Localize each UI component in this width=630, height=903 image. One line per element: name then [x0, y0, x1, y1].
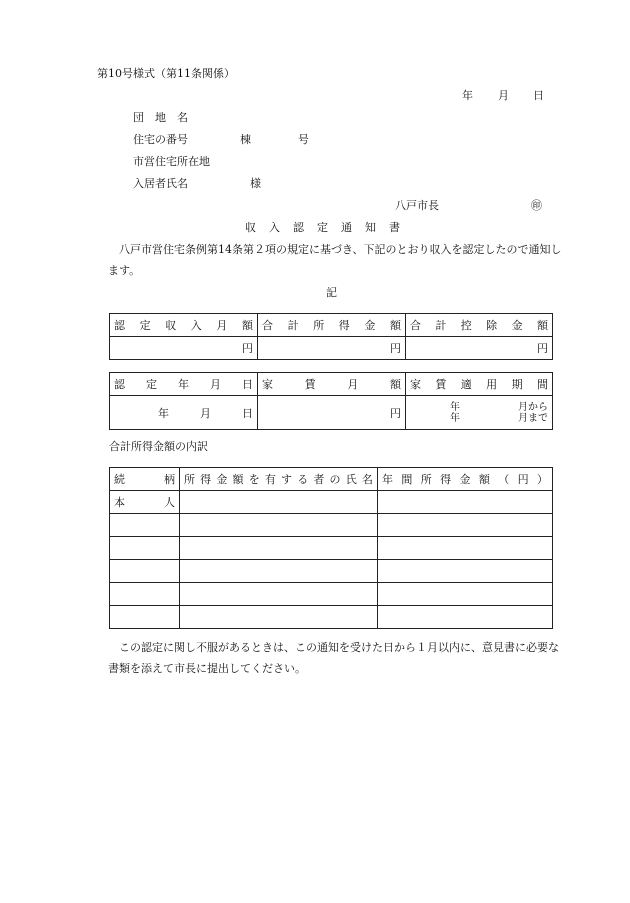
header-char: 額	[389, 319, 401, 332]
header-char: 年	[178, 378, 189, 391]
header-char: 所	[313, 319, 325, 332]
ki-label: 記	[326, 286, 337, 299]
header-char: 計	[287, 319, 299, 332]
header-char: 間	[401, 473, 413, 486]
form-id: 第10号様式（第11条関係）	[97, 67, 235, 80]
header-char: 本	[114, 496, 125, 509]
recognized-income-cell: 円	[110, 337, 258, 360]
header-cell	[110, 373, 258, 396]
rent-table	[109, 372, 553, 430]
header-char: 家	[262, 378, 273, 391]
total-income-cell: 円	[258, 337, 406, 360]
header-char: 金	[459, 473, 471, 486]
header-char: 収	[165, 319, 177, 332]
table-row	[110, 537, 553, 560]
header-char: 賃	[435, 378, 447, 391]
header-char: 得	[338, 319, 350, 332]
header-char: 用	[486, 378, 498, 391]
header-char: 日	[242, 378, 253, 391]
date-day: 日	[533, 89, 544, 102]
header-char: 月	[216, 319, 228, 332]
notice-paragraph: この認定に関し不服があるときは、この通知を受けた日から１月以内に、意見書に必要な書類を添えて市長に提出してください。	[108, 641, 559, 675]
header-char: ）	[537, 473, 548, 486]
header-cell	[180, 468, 378, 491]
header-char: 金	[511, 319, 523, 332]
header-char: 続	[114, 473, 125, 486]
header-char: 除	[486, 319, 498, 332]
relation-cell	[110, 491, 180, 514]
header-char: 有	[264, 473, 276, 486]
issuer-name: 八戸市長	[395, 199, 439, 212]
rent-period-cell	[406, 396, 553, 430]
header-char: 適	[460, 378, 472, 391]
recognition-date-cell	[110, 396, 258, 430]
location-label: 市営住宅所在地	[133, 155, 210, 168]
header-cell	[406, 314, 553, 337]
header-char: 定	[146, 378, 157, 391]
header-char: 者	[313, 473, 325, 486]
header-char: す	[281, 473, 293, 486]
header-char: 得	[440, 473, 452, 486]
header-char: （	[498, 473, 510, 486]
table-row	[110, 560, 553, 583]
header-char: 円	[517, 473, 529, 486]
header-char: の	[329, 473, 341, 486]
header-char: 名	[361, 473, 373, 486]
period-to-year: 年	[450, 412, 460, 424]
header-char: を	[248, 473, 260, 486]
year-unit: 年	[158, 406, 169, 420]
header-char: る	[297, 473, 309, 486]
name-cell	[180, 491, 378, 514]
month-unit: 月	[200, 406, 211, 420]
header-char: 得	[200, 473, 212, 486]
header-char: 額	[536, 319, 548, 332]
table-row	[110, 514, 553, 537]
header-cell	[406, 373, 553, 396]
header-char: 計	[435, 319, 447, 332]
income-table	[109, 313, 553, 360]
monthly-rent-cell: 円	[258, 396, 406, 430]
document-title: 収入認定通知書	[245, 221, 413, 234]
honorific: 様	[250, 177, 261, 190]
total-deduction-cell: 円	[406, 337, 553, 360]
income-breakdown-table	[109, 467, 553, 629]
header-char: 柄	[164, 473, 175, 486]
header-char: 額	[241, 319, 253, 332]
header-char: 認	[114, 378, 125, 391]
header-cell	[378, 468, 553, 491]
header-char: 額	[478, 473, 490, 486]
header-char: 賃	[304, 378, 316, 391]
seal-mark: ㊞	[531, 199, 542, 212]
period-to: 月まで	[518, 412, 548, 424]
table-row	[110, 583, 553, 606]
header-char: 合	[410, 319, 421, 332]
annual-income-cell	[378, 491, 553, 514]
header-char: 控	[460, 319, 472, 332]
header-char: 所	[184, 473, 195, 486]
header-char: 人	[164, 496, 175, 509]
header-char: 間	[536, 378, 548, 391]
header-cell	[258, 314, 406, 337]
housing-number-label: 住宅の番号	[133, 133, 188, 146]
header-char: 家	[410, 378, 421, 391]
header-char: 氏	[345, 473, 357, 486]
header-char: 所	[420, 473, 432, 486]
header-char: 額	[232, 473, 244, 486]
header-cell	[110, 468, 180, 491]
table-row	[110, 606, 553, 629]
breakdown-label: 合計所得金額の内訳	[109, 440, 208, 453]
period-from: 月から	[518, 401, 548, 413]
header-char: 年	[382, 473, 393, 486]
header-char: 定	[139, 319, 151, 332]
building-suffix: 棟	[240, 133, 251, 146]
body-paragraph: 八戸市営住宅条例第14条第２項の規定に基づき、下記のとおり収入を認定したので通知します。	[108, 243, 562, 277]
resident-name-label: 入居者氏名	[133, 177, 188, 190]
header-char: 月	[210, 378, 221, 391]
header-cell	[110, 314, 258, 337]
period-from-year: 年	[450, 401, 460, 413]
estate-name-label: 団 地 名	[133, 111, 188, 124]
header-char: 期	[511, 378, 523, 391]
header-char: 額	[389, 378, 401, 391]
date-month: 月	[498, 89, 509, 102]
day-unit: 日	[242, 406, 253, 420]
header-cell	[258, 373, 406, 396]
header-char: 金	[216, 473, 228, 486]
date-year: 年	[462, 89, 473, 102]
header-char: 金	[364, 319, 376, 332]
header-char: 入	[190, 319, 202, 332]
header-char: 月	[347, 378, 359, 391]
number-suffix: 号	[298, 133, 309, 146]
header-char: 合	[262, 319, 273, 332]
header-char: 認	[114, 319, 125, 332]
